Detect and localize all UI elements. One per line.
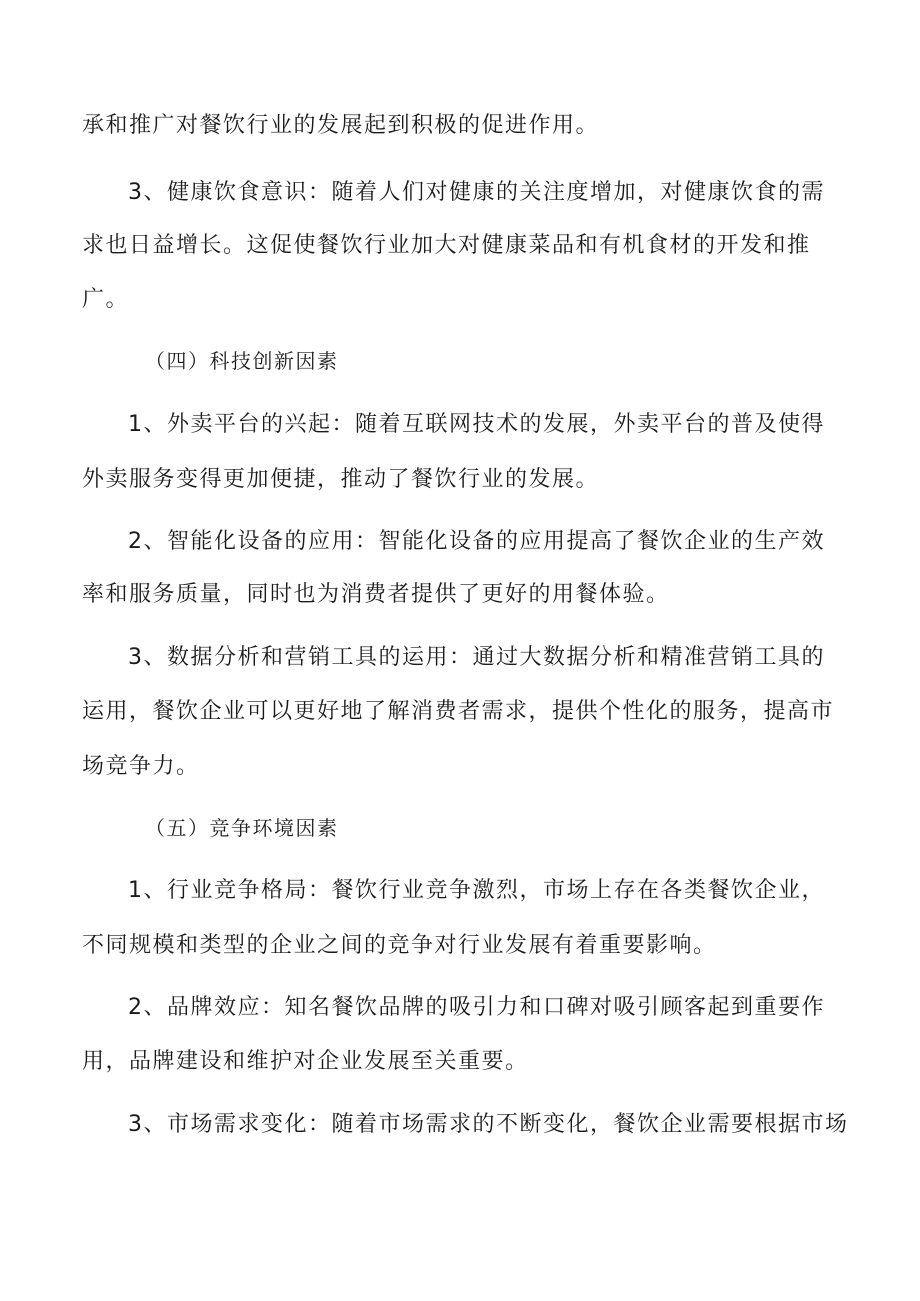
paragraph-line: 运用，餐饮企业可以更好地了解消费者需求，提供个性化的服务，提高市	[82, 699, 835, 724]
list-item-line: 2、智能化设备的应用：智能化设备的应用提高了餐饮企业的生产效	[128, 529, 825, 554]
paragraph-line: 外卖服务变得更加便捷，推动了餐饮行业的发展。	[82, 467, 600, 492]
section-heading: （四）科技创新因素	[145, 349, 339, 373]
paragraph-line: 广。	[82, 287, 130, 312]
list-item-line: 3、健康饮食意识：随着人们对健康的关注度增加，对健康饮食的需	[128, 180, 825, 205]
paragraph-line: 用，品牌建设和维护对企业发展至关重要。	[82, 1049, 529, 1074]
list-item-line: 1、外卖平台的兴起：随着互联网技术的发展，外卖平台的普及使得	[128, 412, 825, 437]
paragraph-line: 不同规模和类型的企业之间的竞争对行业发展有着重要影响。	[82, 933, 717, 958]
list-item-line: 3、市场需求变化：随着市场需求的不断变化，餐饮企业需要根据市场	[128, 1112, 849, 1137]
paragraph-line: 场竞争力。	[82, 754, 200, 779]
list-item-line: 1、行业竞争格局：餐饮行业竞争激烈，市场上存在各类餐饮企业，	[128, 878, 825, 903]
list-item-line: 3、数据分析和营销工具的运用：通过大数据分析和精准营销工具的	[128, 645, 825, 670]
section-heading: （五）竞争环境因素	[145, 816, 339, 840]
list-item-line: 2、品牌效应：知名餐饮品牌的吸引力和口碑对吸引顾客起到重要作	[128, 995, 825, 1020]
paragraph-line: 求也日益增长。这促使餐饮行业加大对健康菜品和有机食材的开发和推	[82, 233, 811, 258]
paragraph-line: 率和服务质量，同时也为消费者提供了更好的用餐体验。	[82, 582, 670, 607]
paragraph-line: 承和推广对餐饮行业的发展起到积极的促进作用。	[82, 113, 600, 138]
